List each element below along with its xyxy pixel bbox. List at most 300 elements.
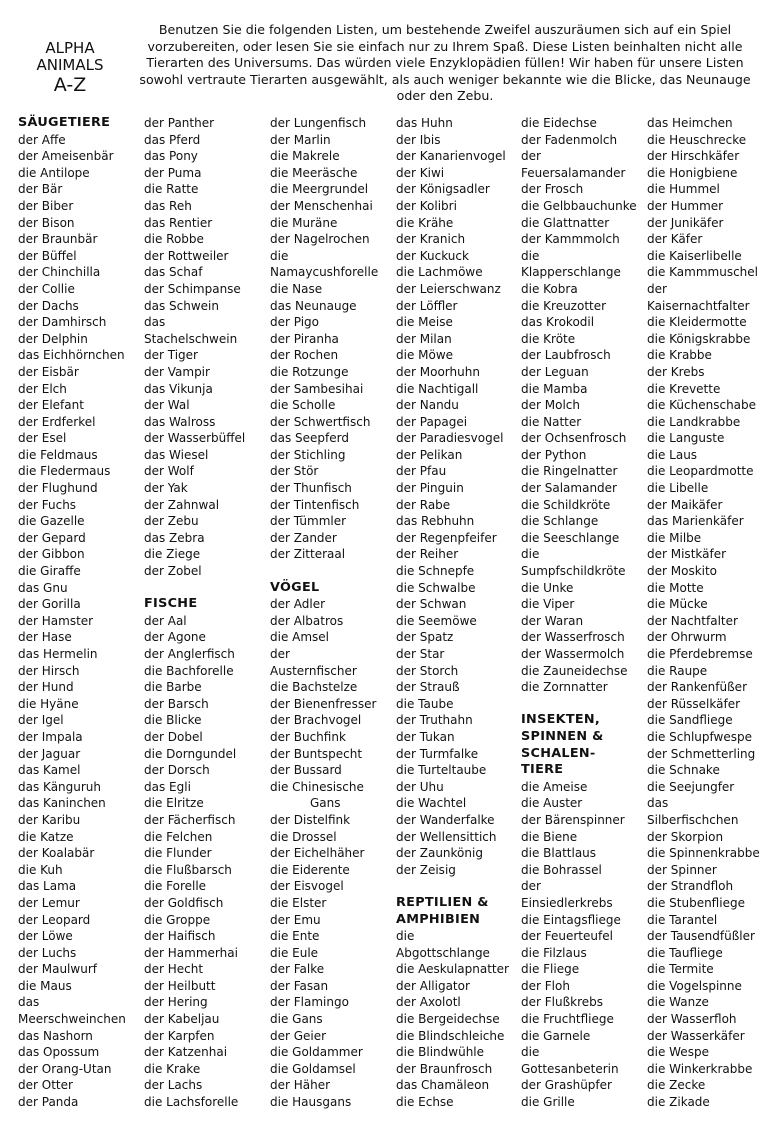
animal-entry: die Schnake [647, 763, 720, 778]
animal-entry: die Viper [521, 597, 575, 612]
title-line: ANIMALS [36, 56, 104, 74]
animal-entry: Feuersalamander [521, 165, 626, 180]
animal-entry: der Hamster [18, 613, 94, 628]
animal-entry: der Wasserkäfer [647, 1028, 745, 1043]
animal-entry: die Grille [521, 1095, 575, 1110]
animal-entry: der Laubfrosch [521, 348, 611, 363]
animal-entry: der Ibis [396, 132, 441, 147]
animal-entry: das Hermelin [18, 647, 98, 661]
animal-entry: die Blattlaus [521, 846, 597, 861]
animal-entry: der Hase [18, 630, 72, 645]
animal-entry: die Bergeidechse [396, 1012, 500, 1027]
animal-entry: der Wellensittich [396, 829, 497, 844]
animal-entry: das Marienkäfer [647, 514, 744, 529]
animal-entry: der Milan [396, 331, 452, 346]
animal-entry: die Echse [396, 1095, 454, 1110]
animal-entry: der Büffel [18, 248, 77, 263]
animal-entry: die Goldamsel [270, 1061, 356, 1076]
animal-entry: der Junikäfer [647, 215, 724, 230]
animal-entry: der Rankenfüßer [647, 680, 747, 695]
animal-entry: die Meise [396, 315, 453, 330]
animal-entry: die Tarantel [647, 912, 718, 927]
animal-entry: der Impala [18, 729, 83, 744]
animal-entry: der [270, 647, 290, 661]
animal-entry: der Elch [18, 381, 67, 396]
animal-entry: der Ohrwurm [647, 630, 727, 645]
animal-entry: die Fledermaus [18, 464, 111, 479]
animal-entry: der Pigo [270, 315, 320, 330]
animal-entry: die Maus [18, 978, 72, 993]
animal-entry: der Nandu [396, 398, 459, 413]
spacer [270, 563, 396, 580]
animal-entry: der [647, 281, 667, 296]
animal-entry: das Schaf [144, 265, 203, 280]
animal-entry: der Geier [270, 1028, 327, 1043]
animal-entry: die Bachstelze [270, 680, 358, 695]
animal-entry: der Lungenfisch [270, 116, 367, 130]
animal-entry: der Leguan [521, 364, 589, 379]
animal-entry: die Milbe [647, 530, 702, 545]
animal-entry: der Regenpfeifer [396, 530, 497, 545]
animal-entry: der Truthahn [396, 713, 473, 728]
animal-entry: der Thunfisch [270, 481, 352, 496]
animal-entry: die Eintagsfliege [521, 912, 621, 927]
animal-entry: das Heimchen [647, 116, 733, 130]
animal-entry: die Gelbbauchunke [521, 198, 637, 213]
animal-entry: der Wanderfalke [396, 812, 495, 827]
animal-entry: die Bachforelle [144, 663, 234, 678]
animal-entry: der Bär [18, 182, 63, 197]
animal-entry: der Albatros [270, 613, 344, 628]
animal-entry: der Kolibri [396, 198, 457, 213]
animal-entry: die Chinesische [270, 779, 364, 794]
animal-entry: der Karpfen [144, 1028, 215, 1043]
animal-entry: die Leopardmotte [647, 464, 754, 479]
animal-entry: die Goldammer [270, 1045, 363, 1060]
animal-entry: die Turteltaube [396, 763, 487, 778]
animal-entry: der Igel [18, 713, 64, 728]
animal-entry: Gottesanbeterin [521, 1061, 619, 1076]
animal-entry: die Sandfliege [647, 713, 733, 728]
animal-entry: die Fliege [521, 962, 580, 977]
animal-entry: die Königskrabbe [647, 331, 751, 346]
animal-entry: die Pferdebremse [647, 647, 753, 661]
animal-entry: die [521, 547, 540, 562]
animal-entry: die Nase [270, 281, 323, 296]
animal-entry: der Hirsch [18, 663, 80, 678]
animal-entry: die Amsel [270, 630, 330, 645]
animal-entry: die Hyäne [18, 696, 79, 711]
animal-entry: die Stubenfliege [647, 895, 745, 910]
animal-entry: der Buntspecht [270, 746, 363, 761]
animal-entry: das Huhn [396, 116, 453, 130]
animal-entry: die [521, 248, 540, 263]
animal-entry: die Meeräsche [270, 165, 358, 180]
animal-entry: der Fadenmolch [521, 132, 618, 147]
animal-entry: der Rochen [270, 348, 339, 363]
animal-entry: das Eichhörnchen [18, 348, 125, 363]
animal-entry: der Hammerhai [144, 945, 238, 960]
animal-entry: die Felchen [144, 829, 213, 844]
animal-entry: das Rentier [144, 215, 213, 230]
animal-entry: die Lachmöwe [396, 265, 483, 280]
animal-entry: der Käfer [647, 232, 703, 247]
animal-entry: Sumpfschildkröte [521, 564, 626, 579]
animal-entry: die Languste [647, 431, 725, 446]
animal-entry: die Ringelnatter [521, 464, 618, 479]
animal-entry: das Krokodil [521, 315, 595, 330]
animal-entry: die Antilope [18, 165, 90, 180]
animal-entry: die Lachsforelle [144, 1095, 239, 1110]
animal-entry: der Damhirsch [18, 315, 107, 330]
animal-entry: der Tausendfüßler [647, 929, 755, 944]
animal-entry: der Grashüpfer [521, 1078, 612, 1093]
animal-entry: die Dorngundel [144, 746, 237, 761]
animal-entry: der Tiger [144, 348, 198, 363]
animal-entry: der Menschenhai [270, 198, 373, 213]
animal-entry: der Hund [18, 680, 74, 695]
animal-entry: die Drossel [270, 829, 337, 844]
animal-entry: der Lemur [18, 895, 80, 910]
animal-column [521, 115, 647, 1111]
animal-entry: die Zornnatter [521, 680, 608, 695]
animal-entry: die Kaiserlibelle [647, 248, 742, 263]
animal-entry: die Seeschlange [521, 530, 620, 545]
animal-entry: das Egli [144, 779, 191, 794]
animal-entry: die Groppe [144, 912, 211, 927]
animal-entry: die Ziege [144, 547, 201, 562]
animal-entry: der Tümmler [270, 514, 347, 529]
animal-entry: der Reiher [396, 547, 459, 562]
animal-entry: der Häher [270, 1078, 331, 1093]
animal-entry: das Wiesel [144, 447, 209, 462]
animal-entry: der Leopard [18, 912, 91, 927]
animal-entry: Austernfischer [270, 663, 357, 678]
animal-entry: der Marlin [270, 132, 331, 147]
animal-entry: der Nagelrochen [270, 232, 370, 247]
animal-entry: der Goldfisch [144, 895, 224, 910]
animal-entry: das Neunauge [270, 298, 357, 313]
animal-entry: der Spinner [647, 862, 717, 877]
animal-entry: der Gepard [18, 530, 86, 545]
animal-entry: die Krake [144, 1061, 201, 1076]
animal-entry: der Kanarienvogel [396, 149, 506, 164]
animal-entry: die Küchenschabe [647, 398, 757, 413]
animal-entry: die Blicke [144, 713, 202, 728]
animal-entry: der Leierschwanz [396, 281, 501, 296]
animal-entry: der Fächerfisch [144, 812, 236, 827]
section-heading: VÖGEL [270, 579, 320, 595]
animal-entry: der Moskito [647, 564, 718, 579]
animal-entry: der Zeisig [396, 862, 456, 877]
animal-entry: Gans [310, 796, 341, 811]
animal-entry: der Tukan [396, 729, 455, 744]
animal-entry: der Collie [18, 281, 75, 296]
animal-entry: der Braunbär [18, 232, 98, 247]
animal-entry: das Rebhuhn [396, 514, 475, 529]
animal-entry: der Skorpion [647, 829, 724, 844]
animal-entry: das [18, 995, 40, 1010]
section-heading: INSEKTEN, [521, 712, 601, 728]
animal-entry: der Otter [18, 1078, 73, 1093]
animal-entry: die Feldmaus [18, 447, 98, 462]
animal-entry: der Buchfink [270, 729, 346, 744]
animal-entry: die Taube [396, 696, 454, 711]
animal-entry: der Flamingo [270, 995, 349, 1010]
animal-entry: der Zander [270, 530, 337, 545]
animal-entry: die Zecke [647, 1078, 706, 1093]
animal-entry: der Flußkrebs [521, 995, 604, 1010]
animal-entry: der Stör [270, 464, 319, 479]
animal-entry: das Zebra [144, 530, 205, 545]
animal-entry: die Natter [521, 414, 582, 429]
animal-entry: die Kammmuschel [647, 265, 759, 280]
animal-entry: der Maikäfer [647, 497, 723, 512]
animal-entry: der Molch [521, 398, 580, 413]
section-heading: FISCHE [144, 596, 198, 612]
animal-entry: der Fuchs [18, 497, 77, 512]
animal-entry: der Löwe [18, 929, 73, 944]
animal-entry: der Star [396, 647, 445, 661]
animal-entry: das Kamel [18, 763, 81, 778]
animal-entry: die Honigbiene [647, 165, 738, 180]
animal-entry: die Zauneidechse [521, 663, 628, 678]
animal-entry: der Pfau [396, 464, 447, 479]
animal-entry: Einsiedlerkrebs [521, 895, 613, 910]
animal-entry: der Papagei [396, 414, 468, 429]
animal-entry: die Wanze [647, 995, 709, 1010]
animal-entry: der Chinchilla [18, 265, 101, 280]
animal-entry: das Gnu [18, 580, 68, 595]
animal-entry: die Krabbe [647, 348, 712, 363]
animal-entry: der Alligator [396, 978, 470, 993]
animal-entry: das Seepferd [270, 431, 349, 446]
animal-entry: der Kiwi [396, 165, 445, 180]
animal-entry: die Meergrundel [270, 182, 369, 197]
animal-entry: die Kreuzotter [521, 298, 607, 313]
animal-entry: die Motte [647, 580, 704, 595]
animal-entry: der Erdferkel [18, 414, 96, 429]
animal-entry: die Möwe [396, 348, 454, 363]
animal-entry: der Falke [270, 962, 325, 977]
animal-entry: der Moorhuhn [396, 364, 480, 379]
animal-entry: der Löffler [396, 298, 458, 313]
animal-entry: die Landkrabbe [647, 414, 741, 429]
animal-entry: der Stichling [270, 447, 346, 462]
animal-entry: der Feuerteufel [521, 929, 613, 944]
animal-entry: die Katze [18, 829, 74, 844]
animal-entry: der Hecht [144, 962, 204, 977]
animal-entry: der Rüsselkäfer [647, 696, 741, 711]
animal-entry: das Opossum [18, 1045, 100, 1060]
animal-entry: die Scholle [270, 398, 336, 413]
animal-entry: die Spinnenkrabbe [647, 846, 760, 861]
animal-entry: der Kuckuck [396, 248, 469, 263]
animal-entry: der Schmetterling [647, 746, 756, 761]
animal-entry: der Gorilla [18, 597, 81, 612]
animal-entry: die Termite [647, 962, 714, 977]
animal-entry: der Turmfalke [396, 746, 479, 761]
animal-entry: der Schwan [396, 597, 467, 612]
animal-entry: der Orang-Utan [18, 1061, 112, 1076]
animal-entry: der Jaguar [18, 746, 81, 761]
animal-column [144, 115, 270, 1111]
animal-entry: der Pelikan [396, 447, 463, 462]
animal-entry: der Mistkäfer [647, 547, 727, 562]
animal-entry: der Dobel [144, 729, 203, 744]
animal-entry: die Bohrassel [521, 862, 602, 877]
animal-entry: der Braunfrosch [396, 1061, 493, 1076]
animal-entry: der Yak [144, 481, 188, 496]
animal-entry: das Reh [144, 198, 192, 213]
animal-column [396, 115, 522, 1111]
animal-entry: das Nashorn [18, 1028, 93, 1043]
animal-entry: der Ameisenbär [18, 149, 114, 164]
animal-entry: die Blindwühle [396, 1045, 485, 1060]
spacer [521, 696, 647, 713]
animal-entry: die Mücke [647, 597, 708, 612]
animal-entry: der Eisvogel [270, 879, 344, 894]
animal-entry: der Fasan [270, 978, 329, 993]
section-heading: REPTILIEN & [396, 894, 489, 910]
animal-entry: der Gibbon [18, 547, 85, 562]
animal-entry: der Zobel [144, 564, 202, 579]
animal-entry: der Storch [396, 663, 459, 678]
animal-entry: der Wassermolch [521, 647, 625, 661]
animal-entry: die Mamba [521, 381, 588, 396]
animal-entry: der Frosch [521, 182, 584, 197]
animal-entry: der Dorsch [144, 763, 210, 778]
animal-entry: der Wasserfrosch [521, 630, 625, 645]
animal-entry: die [270, 248, 289, 263]
animal-entry: der Königsadler [396, 182, 490, 197]
animal-entry: der Bienenfresser [270, 696, 377, 711]
animal-entry: die Hausgans [270, 1095, 352, 1110]
animal-entry: der Wal [144, 398, 190, 413]
animal-entry: der Biber [18, 198, 74, 213]
animal-entry: die [521, 1045, 540, 1060]
animal-entry: der Karibu [18, 812, 81, 827]
animal-entry: Silberfischchen [647, 812, 739, 827]
intro-paragraph: Benutzen Sie die folgenden Listen, um bestehende Zweifel auszuräumen sich auf ein Spiel vorzubereiten, oder lesen Sie sie einfach nur zu Ihrem Spaß. Diese Listen beinhalten nicht alle Tierarten des Universums. Das würden viele Enzyklopädien füllen! Wir haben für unsere Listen sowohl vertraute Tierarten ausgewählt, als auch weniger bekannte wie die Blicke, das Neunauge oder den Zebu. [139, 22, 751, 104]
animal-entry: der Lachs [144, 1078, 203, 1093]
animal-entry: die Fruchtfliege [521, 1012, 614, 1027]
animal-entry: die Kleidermotte [647, 315, 747, 330]
animal-entry: das [144, 315, 166, 330]
animal-entry: der Elefant [18, 398, 84, 413]
animal-entry: die Libelle [647, 481, 709, 496]
animal-entry: die Kuh [18, 862, 63, 877]
animal-entry: der Hummer [647, 198, 724, 213]
animal-entry: die Garnele [521, 1028, 591, 1043]
animal-entry: der Kammmolch [521, 232, 620, 247]
animal-entry: der Paradiesvogel [396, 431, 504, 446]
animal-entry: das Lama [18, 879, 77, 894]
animal-entry: der Kabeljau [144, 1012, 220, 1027]
animal-entry: die Rotzunge [270, 364, 349, 379]
animal-entry: der Strauß [396, 680, 460, 695]
animal-entry: die Flunder [144, 846, 212, 861]
animal-entry: die Kröte [521, 331, 576, 346]
animal-entry: die Kobra [521, 281, 578, 296]
animal-entry: der Uhu [396, 779, 444, 794]
animal-entry: die Raupe [647, 663, 708, 678]
animal-entry: die Wachtel [396, 796, 467, 811]
animal-entry: die Eule [270, 945, 319, 960]
section-heading: TIERE [521, 762, 564, 778]
animal-entry: die Schlange [521, 514, 599, 529]
animal-entry: der Koalabär [18, 846, 95, 861]
animal-entry: der Strandfloh [647, 879, 734, 894]
animal-entry: die Schlupfwespe [647, 729, 752, 744]
animal-entry: die Zikade [647, 1095, 710, 1110]
animal-entry: die Hummel [647, 182, 720, 197]
animal-entry: der Vampir [144, 364, 210, 379]
animal-entry: das Känguruh [18, 779, 102, 794]
animal-entry: die Muräne [270, 215, 338, 230]
animal-entry: Kaisernachtfalter [647, 298, 750, 313]
title-line: ALPHA [45, 39, 95, 57]
animal-entry: der Maulwurf [18, 962, 97, 977]
animal-entry: der Piranha [270, 331, 339, 346]
section-heading: SCHALEN- [521, 745, 596, 761]
animal-entry: die Ente [270, 929, 320, 944]
animal-entry: das Pony [144, 149, 198, 164]
section-heading: SPINNEN & [521, 728, 604, 744]
spacer [396, 878, 522, 895]
animal-entry: der Hering [144, 995, 208, 1010]
animal-entry: die Glattnatter [521, 215, 610, 230]
animal-entry: der Sambesihai [270, 381, 364, 396]
animal-entry: der Panda [18, 1095, 79, 1110]
animal-entry: der Panther [144, 116, 215, 130]
animal-entry: der Axolotl [396, 995, 461, 1010]
animal-entry: der Bison [18, 215, 75, 230]
animal-entry: der Affe [18, 132, 66, 147]
section-heading: AMPHIBIEN [396, 911, 481, 927]
animal-entry: der Haifisch [144, 929, 216, 944]
animal-entry: die Taufliege [647, 945, 723, 960]
animal-entry: die Gazelle [18, 514, 85, 529]
animal-entry: die Unke [521, 580, 574, 595]
animal-column [270, 115, 396, 1111]
animal-entry: der Hirschkäfer [647, 149, 740, 164]
animal-entry: der Puma [144, 165, 202, 180]
animal-entry: die Forelle [144, 879, 207, 894]
animal-entry: der Schimpanse [144, 281, 241, 296]
animal-entry: die Filzlaus [521, 945, 587, 960]
animal-entry: der Katzenhai [144, 1045, 228, 1060]
animal-entry: der Zahnwal [144, 497, 220, 512]
animal-entry: das [647, 796, 669, 811]
animal-entry: die Seejungfer [647, 779, 735, 794]
animal-entry: das Schwein [144, 298, 219, 313]
animal-entry: der Esel [18, 431, 67, 446]
animal-entry: der Aal [144, 613, 187, 628]
animal-entry: die Vogelspinne [647, 978, 742, 993]
animal-entry: die Krähe [396, 215, 454, 230]
animal-entry: der Rottweiler [144, 248, 229, 263]
animal-entry: die Eiderente [270, 862, 350, 877]
animal-entry: die Makrele [270, 149, 340, 164]
animal-entry: Abgottschlange [396, 945, 490, 960]
animal-entry: der Rabe [396, 497, 451, 512]
animal-entry: der Schwertfisch [270, 414, 371, 429]
animal-column [18, 115, 144, 1111]
animal-entry: Meerschweinchen [18, 1012, 126, 1027]
animal-entry: der Nachtfalter [647, 613, 738, 628]
spacer [144, 580, 270, 597]
